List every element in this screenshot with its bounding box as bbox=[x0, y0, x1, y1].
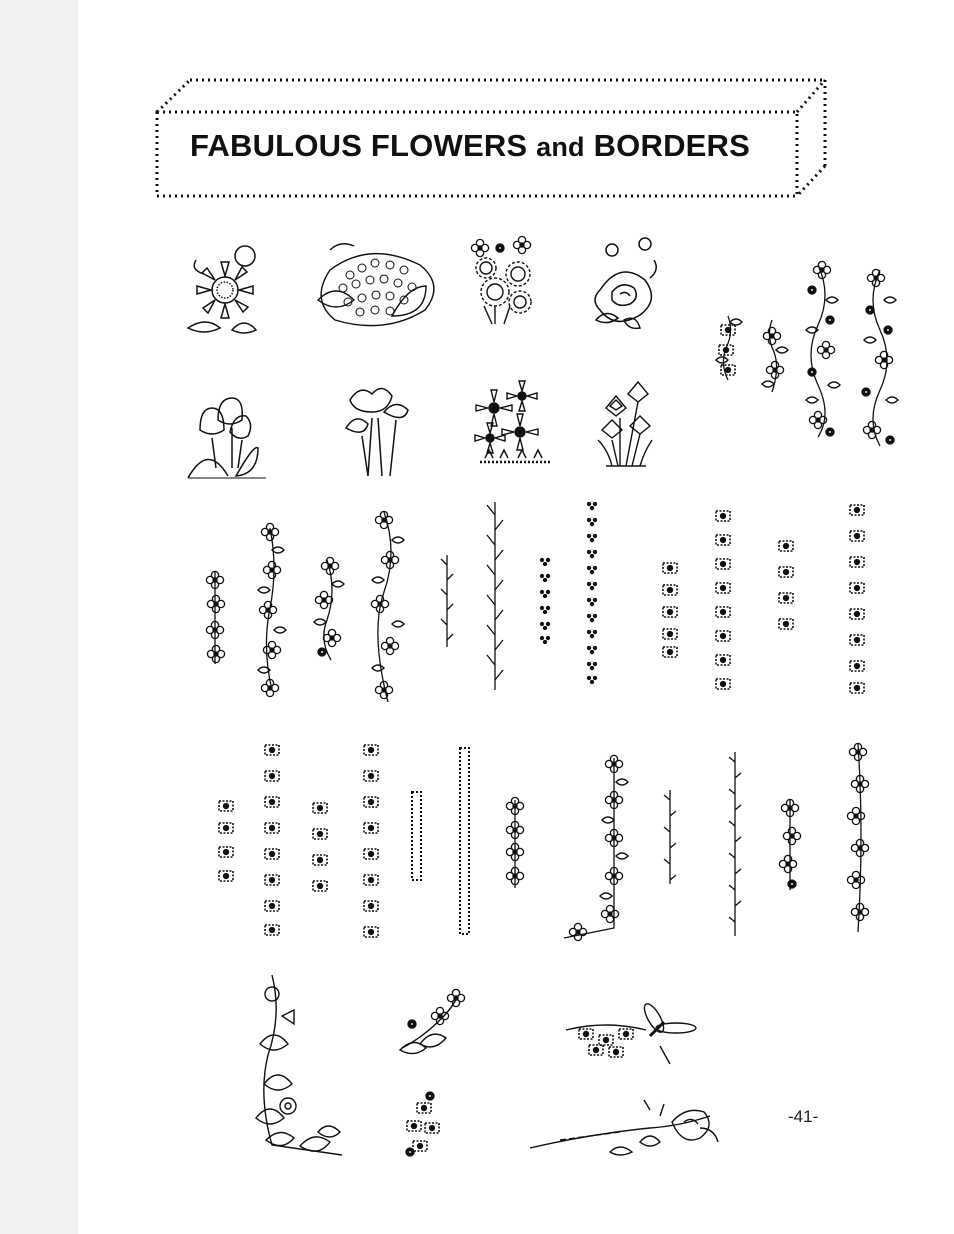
morning-glory-corner-design bbox=[256, 975, 342, 1155]
tulip-design bbox=[188, 398, 266, 478]
floral-column-border-2 bbox=[862, 269, 898, 446]
title-connector: and bbox=[536, 132, 585, 162]
daffodil-design bbox=[598, 382, 652, 466]
hydrangea-design bbox=[318, 244, 434, 326]
border-column-row3 bbox=[206, 502, 864, 702]
page-number: -41- bbox=[788, 1107, 819, 1126]
flower-cluster-design bbox=[406, 1092, 439, 1156]
small-vine-border bbox=[716, 316, 742, 380]
small-sprig-border bbox=[762, 320, 788, 392]
poppy-design bbox=[346, 388, 408, 476]
title-main: FABULOUS FLOWERS bbox=[190, 128, 528, 163]
cosmos-design bbox=[475, 381, 550, 462]
rose-design bbox=[595, 238, 656, 328]
sunflower-design bbox=[188, 246, 256, 333]
floral-spray-design bbox=[400, 989, 465, 1053]
floral-column-border bbox=[806, 261, 840, 437]
dragonfly-design bbox=[566, 1001, 696, 1064]
border-column-row4 bbox=[219, 743, 869, 940]
title-end: BORDERS bbox=[593, 128, 750, 163]
daisy-bouquet-design bbox=[471, 236, 531, 324]
long-rose-spray-design bbox=[530, 1100, 718, 1155]
